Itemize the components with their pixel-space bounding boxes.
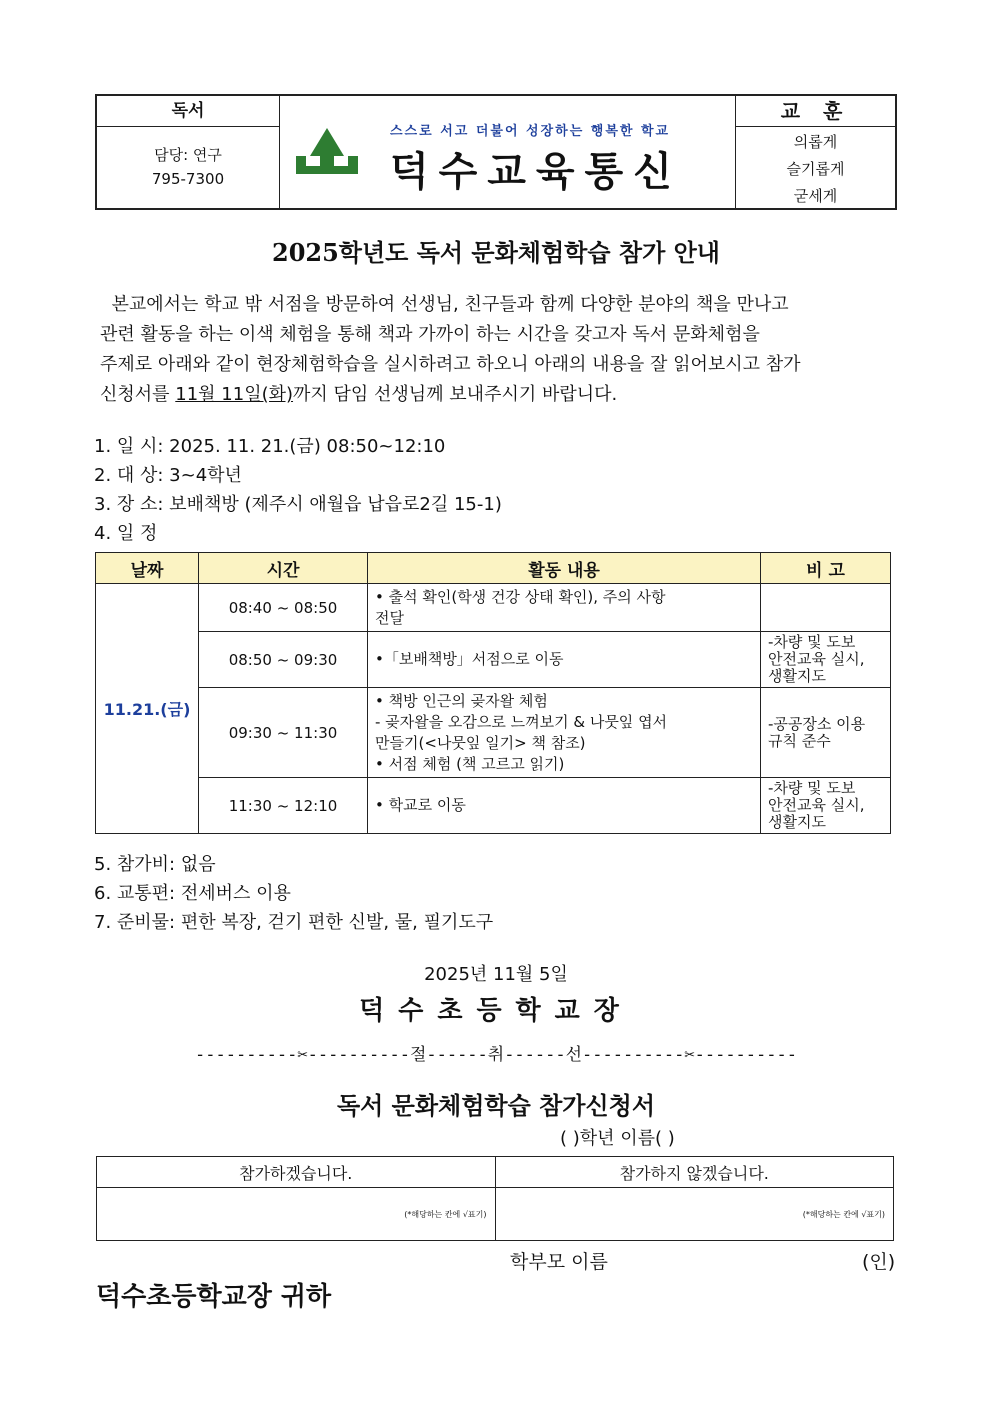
attend-no-label: 참가하지 않겠습니다. <box>495 1157 894 1188</box>
schedule-activity <box>368 632 761 688</box>
attend-no-checkbox[interactable] <box>495 1188 894 1241</box>
activity-line: 전달 <box>375 608 404 627</box>
table-row <box>97 1157 894 1188</box>
document-title: 2025학년도 독서 문화체험학습 참가 안내 <box>272 238 720 267</box>
intro-line-text: 본교에서는 학교 밖 서점을 방문하여 선생님, 친구들과 함께 다양한 분야의 책을 만나고 <box>111 294 789 315</box>
newsletter-title: 덕수교육통신 <box>390 149 682 195</box>
column-header-date: 날짜 <box>96 553 199 584</box>
school-logo-icon <box>292 126 362 178</box>
principal-signature: 덕수초등학교장 <box>359 996 633 1026</box>
cut-line: ----------✂----------절------취------선----------✂---------- <box>195 1045 797 1065</box>
column-header-time: 시간 <box>199 553 368 584</box>
activity-line: •「보배책방」서점으로 이동 <box>375 650 564 668</box>
schedule-time: 08:50 ~ 09:30 <box>199 632 368 688</box>
schedule-table <box>95 552 891 834</box>
motto-item: 슬기롭게 <box>786 160 845 178</box>
schedule-note <box>761 688 891 778</box>
schedule-activity <box>368 688 761 778</box>
schedule-activity <box>368 778 761 834</box>
table-row <box>96 632 891 688</box>
intro-line <box>100 380 892 410</box>
category-label: 독서 <box>97 96 279 127</box>
note-line: -차량 및 도보 <box>768 633 856 651</box>
activity-line: - 곶자왈을 오감으로 느껴보기 & 나뭇잎 엽서 <box>375 712 668 731</box>
schedule-note <box>761 778 891 834</box>
detail-fee: 5. 참가비: 없음 <box>94 854 216 875</box>
motto-item: 굳세게 <box>793 187 838 205</box>
intro-line: 관련 활동을 하는 이색 체험을 통해 책과 가까이 하는 시간을 갖고자 독서 문화체험을 <box>100 324 760 345</box>
detail-place: 3. 장 소: 보배책방 (제주시 애월읍 납읍로2길 15-1) <box>94 494 502 515</box>
table-row <box>96 688 891 778</box>
contact-info <box>97 127 279 191</box>
schedule-date: 11.21.(금) <box>96 584 199 834</box>
note-line: 규칙 준수 <box>768 731 831 750</box>
schedule-note <box>761 632 891 688</box>
form-title: 독서 문화체험학습 참가신청서 <box>336 1092 656 1120</box>
intro-line <box>100 290 892 320</box>
schedule-time: 08:40 ~ 08:50 <box>199 584 368 632</box>
activity-line: • 책방 인근의 곶자왈 체험 <box>375 691 548 710</box>
newsletter-header <box>95 94 897 210</box>
issue-date: 2025년 11월 5일 <box>424 964 568 985</box>
activity-line: • 출석 확인(학생 건강 상태 확인), 주의 사항 <box>375 587 666 606</box>
schedule-activity <box>368 584 761 632</box>
intro-line-text: 신청서를 <box>100 384 176 405</box>
intro-line-text: 까지 담임 선생님께 보내주시기 바랍니다. <box>293 384 618 405</box>
attend-yes-label: 참가하겠습니다. <box>97 1157 496 1188</box>
motto-item: 의롭게 <box>793 133 838 151</box>
grade-name-field[interactable]: ( )학년 이름( ) <box>560 1128 675 1149</box>
table-header-row <box>96 553 891 584</box>
note-line: 생활지도 <box>768 813 826 831</box>
parent-name-field[interactable]: 학부모 이름 <box>510 1251 608 1273</box>
school-slogan: 스스로 서고 더불어 성장하는 행복한 학교 <box>390 124 671 139</box>
header-title-panel <box>280 96 735 208</box>
check-hint: (*해당하는 칸에 √표기) <box>404 1209 487 1219</box>
activity-line: 만들기(<나뭇잎 일기> 책 참조) <box>375 733 586 752</box>
table-row <box>97 1188 894 1241</box>
contact-label: 담당: 연구 <box>154 146 222 164</box>
schedule-heading: 4. 일 정 <box>94 523 158 544</box>
note-line: 안전교육 실시, <box>768 796 865 814</box>
note-line: -차량 및 도보 <box>768 779 856 797</box>
detail-target: 2. 대 상: 3~4학년 <box>94 465 242 486</box>
activity-line: • 학교로 이동 <box>375 796 466 814</box>
header-left-panel <box>97 96 280 208</box>
seal-mark: (인) <box>862 1251 896 1273</box>
motto-list <box>736 127 895 210</box>
addressee: 덕수초등학교장 귀하 <box>96 1282 332 1312</box>
deadline: 11월 11일(화) <box>175 384 294 405</box>
participation-choice-table <box>96 1156 894 1241</box>
header-motto-panel <box>735 96 895 208</box>
motto-title: 교 훈 <box>736 96 895 127</box>
column-header-activity: 활동 내용 <box>368 553 761 584</box>
table-row <box>96 778 891 834</box>
check-hint: (*해당하는 칸에 √표기) <box>802 1209 885 1219</box>
note-line: -공공장소 이용 <box>768 714 866 733</box>
detail-supplies: 7. 준비물: 편한 복장, 걷기 편한 신발, 물, 필기도구 <box>94 912 494 933</box>
detail-transport: 6. 교통편: 전세버스 이용 <box>94 883 291 904</box>
contact-phone: 795-7300 <box>151 170 225 188</box>
schedule-note <box>761 584 891 632</box>
note-line: 생활지도 <box>768 667 826 685</box>
activity-line: • 서점 체험 (책 고르고 읽기) <box>375 754 565 773</box>
schedule-time: 09:30 ~ 11:30 <box>199 688 368 778</box>
table-row <box>96 584 891 632</box>
intro-paragraph <box>100 290 892 410</box>
column-header-note: 비 고 <box>761 553 891 584</box>
attend-yes-checkbox[interactable] <box>97 1188 496 1241</box>
detail-date: 1. 일 시: 2025. 11. 21.(금) 08:50~12:10 <box>94 436 446 457</box>
schedule-time: 11:30 ~ 12:10 <box>199 778 368 834</box>
intro-line: 주제로 아래와 같이 현장체험학습을 실시하려고 하오니 아래의 내용을 잘 읽어보시고 참가 <box>100 354 801 375</box>
note-line: 안전교육 실시, <box>768 650 865 668</box>
